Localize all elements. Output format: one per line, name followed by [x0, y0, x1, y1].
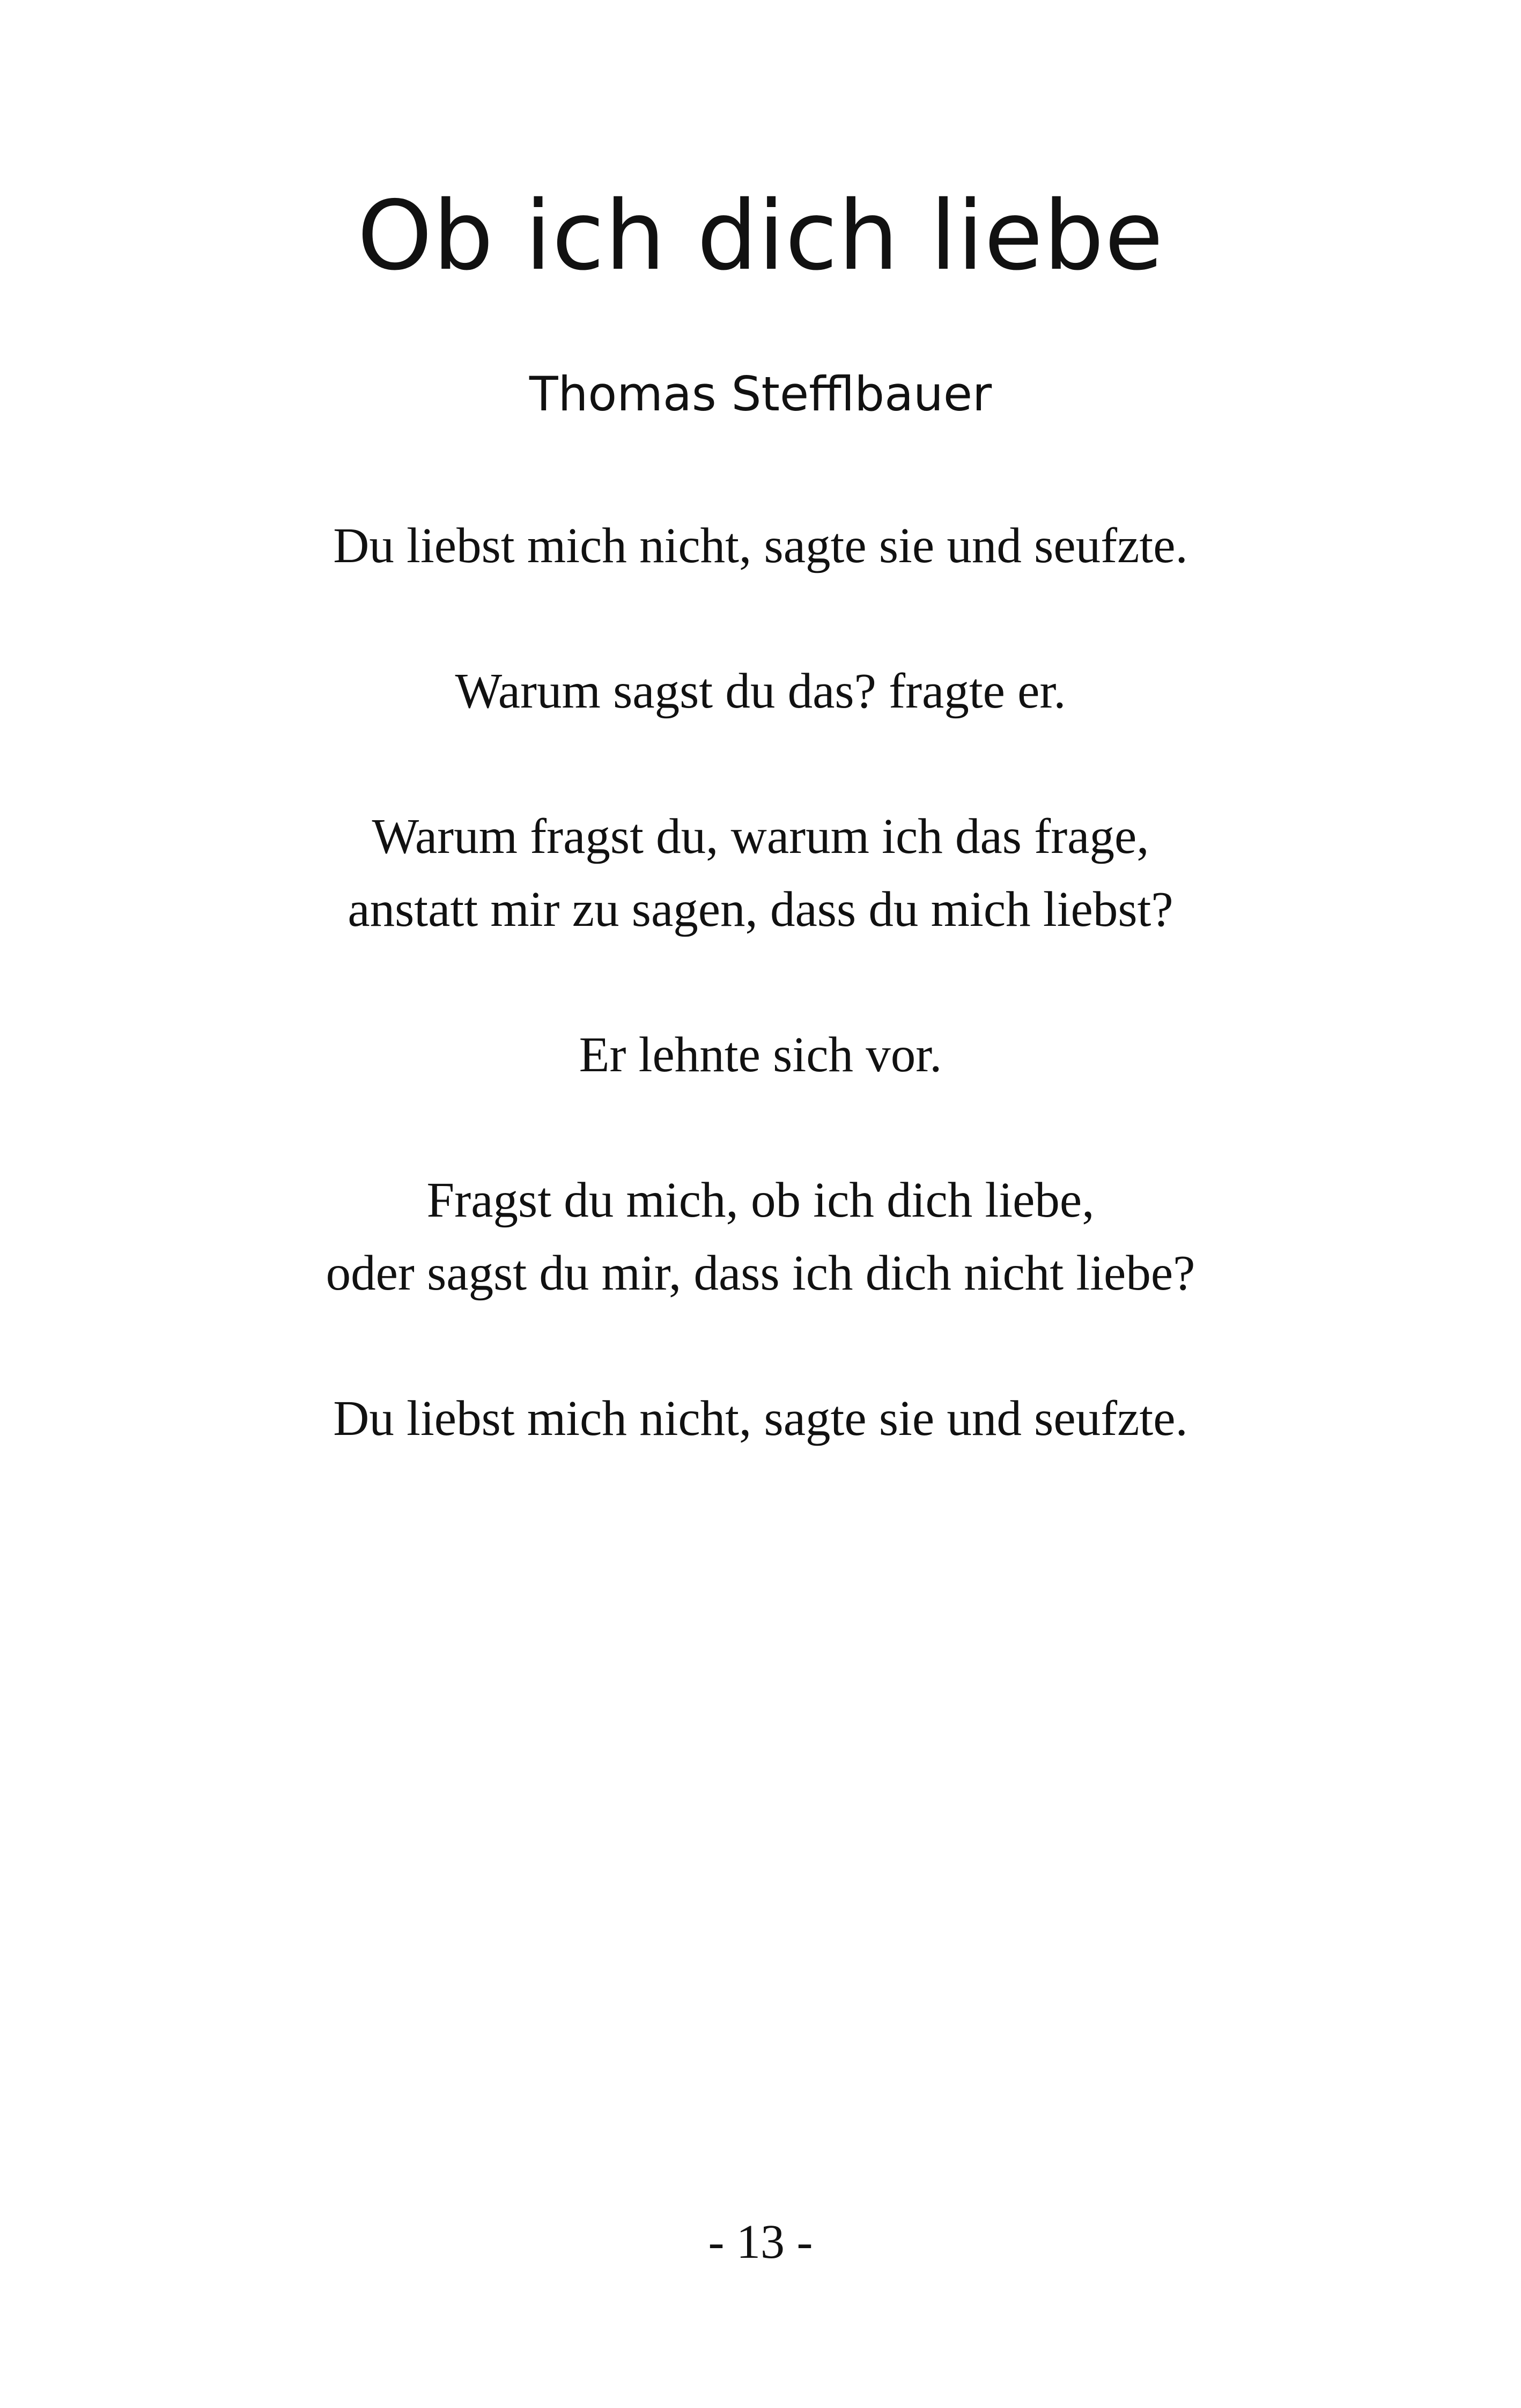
poem-line: anstatt mir zu sagen, dass du mich liebst?: [348, 882, 1173, 937]
poem-author: Thomas Stefflbauer: [529, 366, 992, 422]
poem-body: [0, 510, 1521, 1528]
stanza: [0, 1019, 1521, 1092]
stanza: [0, 800, 1521, 946]
poem-line: Er lehnte sich vor.: [579, 1027, 942, 1083]
poem-line: oder sagst du mir, dass ich dich nicht liebe?: [326, 1246, 1195, 1301]
stanza: [0, 510, 1521, 583]
stanza: [0, 1382, 1521, 1455]
stanza: [0, 655, 1521, 728]
poem-line: Du liebst mich nicht, sagte sie und seufzte.: [333, 1391, 1188, 1446]
poem-line: Warum sagst du das? fragte er.: [455, 664, 1066, 719]
poem-title: Ob ich dich liebe: [357, 180, 1164, 291]
poem-line: Fragst du mich, ob ich dich liebe,: [426, 1173, 1095, 1228]
poem-line: Warum fragst du, warum ich das frage,: [372, 809, 1149, 864]
poem-line: Du liebst mich nicht, sagte sie und seufzte.: [333, 518, 1188, 573]
page-number: - 13 -: [708, 2215, 813, 2269]
stanza: [0, 1164, 1521, 1310]
